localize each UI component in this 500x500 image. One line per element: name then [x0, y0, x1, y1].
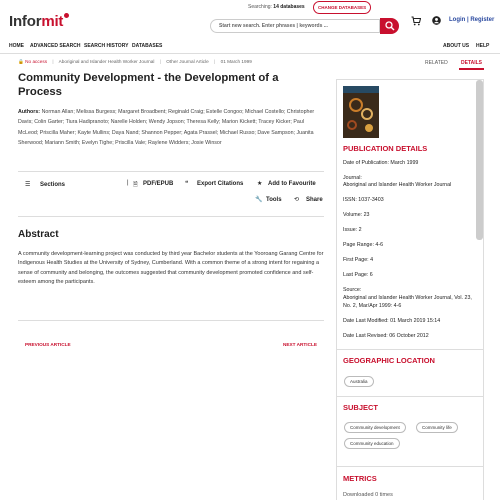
volume: Volume: 23 [343, 212, 370, 218]
divider [18, 216, 324, 217]
nav-databases[interactable]: DATABASES [132, 43, 163, 49]
share-button[interactable]: Share [306, 197, 323, 203]
authors-names[interactable]: Norman Allan; Melissa Burgess; Margaret Broadbent; Reginald Craig; Estelle Congoo; Michael Costello; Christopher Davis; Colin Garter; Tiura Hadipranoto; Narelle Holden; Wendy Jopson; Theresa Kelly; Marion Kickett; Tracey Kicker; Paul McLeod; Priscilla Maher; Kayte Mullins; Daya Nand; Shannon Pepper; Agata Prassel; Michael Russo; Dave Sampson; Juanita Sherwood; Mariann Smith; Evelyn Tighe; Priscilla Vale; Raylene Widders; Josie Winsor [18, 109, 315, 147]
geographic-location-heading: GEOGRAPHIC LOCATION [343, 356, 435, 365]
authors-list [18, 107, 324, 149]
nav-about-us[interactable]: ABOUT US [443, 43, 470, 49]
export-citations-button[interactable]: Export Citations [197, 181, 244, 187]
article-title: Community Development - the Development of a Process [18, 72, 279, 98]
pdf-epub-button[interactable]: PDF/EPUB [143, 181, 174, 187]
journal-cover-image [343, 86, 379, 138]
metrics-heading: METRICS [343, 474, 377, 483]
journal-name[interactable]: Aboriginal and Islander Health Worker Journal [343, 182, 452, 188]
search-button[interactable] [380, 18, 399, 34]
searching-status: Searching: 14 databases [248, 4, 305, 10]
abstract-text: A community development-learning project was conducted by third year Bachelor students at the Yooroang Garang Centre for Indigenous Health Studies at the University of Sydney, Cumberland. With a common theme of a strong intent for regaining a sense of community and belonging, the outcomes suggested that community development promoted confidence and self-esteem among the participants. [18, 251, 324, 286]
sections-button[interactable]: Sections [40, 182, 66, 188]
article-type: Other Journal Article [166, 59, 209, 64]
search-input[interactable]: Start new search. Enter phrases | keywords ... [210, 19, 380, 33]
subject-chip-community-education[interactable]: Community education [344, 438, 400, 449]
subject-chip-community-life[interactable]: Community life [416, 422, 458, 433]
date-last-modified: Date Last Modified: 01 March 2019 15:14 [343, 318, 441, 324]
pdf-icon: 🗎 [133, 182, 138, 188]
lock-icon: 🔒 [18, 59, 24, 64]
abstract-heading: Abstract [18, 229, 59, 240]
informit-logo[interactable]: Informit [9, 13, 69, 30]
download-count: Downloaded 0 times [343, 492, 393, 498]
date-of-publication: Date of Publication: March 1999 [343, 160, 419, 166]
access-status: No access [25, 59, 48, 64]
journal-label: Journal: [343, 175, 362, 181]
site-header [0, 0, 500, 40]
geo-chip-australia[interactable]: Australia [344, 376, 374, 387]
tools-button[interactable]: Tools [266, 197, 282, 203]
article-date: 01 March 1999 [220, 59, 252, 64]
pipe-divider: | [127, 180, 129, 186]
divider [337, 466, 483, 467]
cart-icon[interactable] [411, 16, 421, 26]
nav-help[interactable]: HELP [476, 43, 490, 49]
tab-related[interactable]: RELATED [425, 60, 448, 66]
tab-details[interactable]: DETAILS [461, 60, 483, 66]
authors-label: Authors: [18, 109, 41, 115]
source-label: Source: [343, 287, 362, 293]
active-tab-indicator [459, 68, 484, 70]
add-to-favourite-button[interactable]: Add to Favourite [268, 181, 316, 187]
header-divider [0, 53, 500, 54]
page-range: Page Range: 4-6 [343, 242, 384, 248]
publication-details-heading: PUBLICATION DETAILS [343, 144, 428, 153]
subject-chip-community-development[interactable]: Community development [344, 422, 406, 433]
search-icon [385, 21, 395, 31]
source: Aboriginal and Islander Health Worker Journal, Vol. 23, No. 2, Mar/Apr 1999: 4-6 [343, 295, 472, 309]
article-meta: 🔒 No access | Aboriginal and Islander Health Worker Journal | Other Journal Article | 01 March 1999 [18, 59, 252, 64]
quote-icon: ❝ [185, 181, 189, 187]
subject-heading: SUBJECT [343, 403, 379, 412]
share-icon: ⟲ [294, 197, 300, 203]
next-article-link[interactable]: NEXT ARTICLE [283, 342, 317, 347]
divider [18, 171, 324, 172]
divider [337, 396, 483, 397]
journal-link[interactable]: Aboriginal and Islander Health Worker Journal [58, 59, 155, 64]
nav-home[interactable]: HOME [9, 43, 24, 49]
login-register-link[interactable]: Login | Register [449, 17, 495, 23]
user-icon[interactable] [432, 16, 441, 25]
sections-icon: ☰ [25, 182, 31, 188]
divider [18, 320, 324, 321]
change-databases-button[interactable]: CHANGE DATABASES [313, 1, 371, 14]
main-nav [0, 40, 500, 53]
issn: ISSN: 1037-3403 [343, 197, 384, 203]
first-page: First Page: 4 [343, 257, 374, 263]
nav-advanced-search[interactable]: ADVANCED SEARCH [30, 43, 81, 49]
nav-search-history[interactable]: SEARCH HISTORY [84, 43, 129, 49]
divider [337, 349, 483, 350]
last-page: Last Page: 6 [343, 272, 373, 278]
date-last-revised: Date Last Revised: 06 October 2012 [343, 333, 429, 339]
issue: Issue: 2 [343, 227, 362, 233]
wrench-icon: 🔧 [255, 197, 263, 203]
star-icon: ★ [257, 181, 263, 187]
previous-article-link[interactable]: PREVIOUS ARTICLE [25, 342, 71, 347]
